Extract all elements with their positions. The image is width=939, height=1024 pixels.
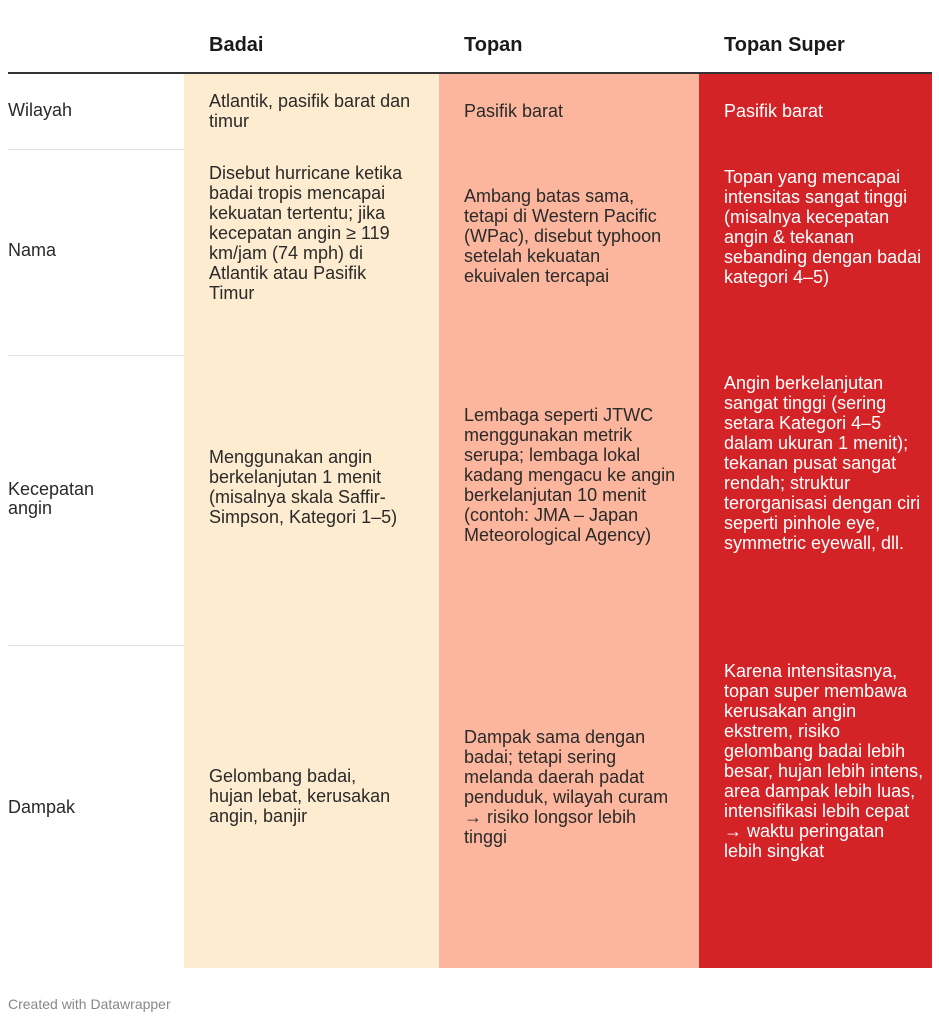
column-header-badai: Badai <box>209 34 264 56</box>
cell-dampak-topan: Dampak sama dengan badai; tetapi sering melanda daerah padat penduduk, wilayah curam → risiko longsor lebih tinggi <box>464 727 669 847</box>
row-label-kecepatan-angin: Kecepatan angin <box>8 479 95 518</box>
row-label-nama: Nama <box>8 240 57 260</box>
row-divider <box>8 355 184 356</box>
row-divider <box>8 645 184 646</box>
cell-dampak-topan-super: Karena intensitasnya, topan super membawa kerusakan angin ekstrem, risiko gelombang badai lebih besar, hujan lebih intens, area dampak lebih luas, intensifikasi lebih cepat → waktu peringatan lebih singkat <box>724 661 924 861</box>
cell-wilayah-badai: Atlantik, pasifik barat dan timur <box>209 91 411 131</box>
column-header-topan-super: Topan Super <box>724 34 845 56</box>
cell-wilayah-topan: Pasifik barat <box>464 101 564 121</box>
cell-kecepatan-topan: Lembaga seperti JTWC menggunakan metrik serupa; lembaga lokal kadang mengacu ke angin berkelanjutan 10 menit (contoh: JMA – Japan Meteorological Agency) <box>464 405 676 545</box>
cell-kecepatan-badai: Menggunakan angin berkelanjutan 1 menit (misalnya skala Saffir-Simpson, Kategori 1–5) <box>209 447 398 527</box>
cell-nama-topan: Ambang batas sama, tetapi di Western Pacific (WPac), disebut typhoon setelah kekuatan ekuivalen tercapai <box>464 186 662 286</box>
column-header-topan: Topan <box>464 34 523 56</box>
row-label-wilayah: Wilayah <box>8 100 73 120</box>
footer-credit: Created with Datawrapper <box>8 996 171 1012</box>
row-divider <box>8 149 184 150</box>
cell-nama-badai: Disebut hurricane ketika badai tropis mencapai kekuatan tertentu; jika kecepatan angin ≥ 119 km/jam (74 mph) di Atlantik atau Pasifik Timur <box>209 163 403 303</box>
cell-dampak-badai: Gelombang badai, hujan lebat, kerusakan angin, banjir <box>209 766 391 826</box>
cell-wilayah-topan-super: Pasifik barat <box>724 101 824 121</box>
cell-kecepatan-topan-super: Angin berkelanjutan sangat tinggi (sering setara Kategori 4–5 dalam ukuran 1 menit); tekanan pusat sangat rendah; struktur terorganisasi dengan ciri seperti pinhole eye, symmetric eyewall, dll. <box>724 373 921 553</box>
cell-nama-topan-super: Topan yang mencapai intensitas sangat tinggi (misalnya kecepatan angin & tekanan sebanding dengan badai kategori 4–5) <box>724 167 922 287</box>
row-label-dampak: Dampak <box>8 797 76 817</box>
